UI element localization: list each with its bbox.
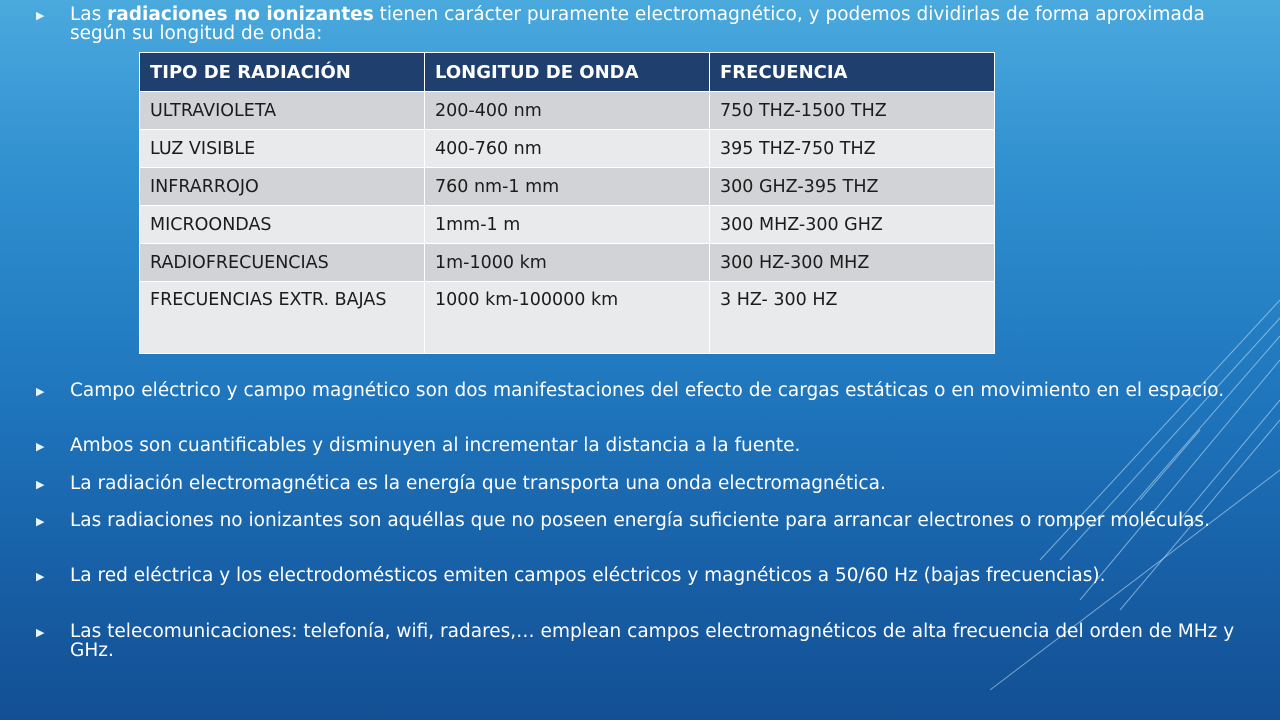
cell-tipo: LUZ VISIBLE: [140, 130, 425, 168]
table-row: [140, 244, 995, 282]
triangle-right-icon: ▶: [36, 9, 45, 22]
header-tipo: TIPO DE RADIACIÓN: [140, 53, 425, 92]
bullet-item: [36, 381, 1251, 401]
cell-longitud: 1mm-1 m: [425, 206, 710, 244]
bullet-item: [36, 436, 1251, 456]
cell-tipo: ULTRAVIOLETA: [140, 92, 425, 130]
cell-frecuencia: 3 HZ- 300 HZ: [710, 282, 995, 354]
cell-longitud: 760 nm-1 mm: [425, 168, 710, 206]
triangle-right-icon: ▶: [36, 515, 45, 528]
triangle-right-icon: ▶: [36, 385, 45, 398]
cell-frecuencia: 300 HZ-300 MHZ: [710, 244, 995, 282]
triangle-right-icon: ▶: [36, 626, 45, 639]
cell-frecuencia: 750 THZ-1500 THZ: [710, 92, 995, 130]
bullet-text: Campo eléctrico y campo magnético son dos manifestaciones del efecto de cargas estáticas o en movimiento en el espacio.: [70, 380, 1225, 401]
cell-tipo: MICROONDAS: [140, 206, 425, 244]
cell-longitud: 400-760 nm: [425, 130, 710, 168]
cell-longitud: 1000 km-100000 km: [425, 282, 710, 354]
table-header-row: [140, 53, 995, 92]
triangle-right-icon: ▶: [36, 478, 45, 491]
bullet-item: [36, 474, 1251, 494]
bullet-item: [36, 566, 1251, 586]
bullet-text: Las radiaciones no ionizantes son aquéllas que no poseen energía suficiente para arrancar electrones o romper moléculas.: [70, 510, 1210, 531]
triangle-right-icon: ▶: [36, 570, 45, 583]
radiation-table: [139, 52, 995, 354]
table-row: [140, 130, 995, 168]
cell-longitud: 200-400 nm: [425, 92, 710, 130]
bullet-text: La red eléctrica y los electrodomésticos emiten campos eléctricos y magnéticos a 50/60 Hz (bajas frecuencias).: [70, 565, 1106, 586]
intro-bullet: [36, 5, 1251, 43]
bullet-item: [36, 511, 1251, 531]
intro-text: [70, 5, 1251, 43]
triangle-right-icon: ▶: [36, 440, 45, 453]
intro-bold: radiaciones no ionizantes: [107, 4, 374, 25]
radiation-table-container: [139, 52, 994, 354]
intro-prefix: Las: [70, 4, 108, 25]
cell-tipo: FRECUENCIAS EXTR. BAJAS: [140, 282, 425, 354]
bullet-text: La radiación electromagnética es la energía que transporta una onda electromagnética.: [70, 473, 886, 494]
bullet-text: Las telecomunicaciones: telefonía, wifi, radares,… emplean campos electromagnéticos de alta frecuencia del orden de MHz y GHz.: [70, 621, 1235, 661]
cell-frecuencia: 300 MHZ-300 GHZ: [710, 206, 995, 244]
intro-suffix: tienen carácter puramente electromagnético, y podemos dividirlas de forma aproximada según su longitud de onda:: [70, 4, 1205, 44]
bullet-text: Ambos son cuantificables y disminuyen al incrementar la distancia a la fuente.: [70, 435, 801, 456]
cell-frecuencia: 300 GHZ-395 THZ: [710, 168, 995, 206]
bullet-item: [36, 622, 1251, 660]
table-row: [140, 282, 995, 354]
table-row: [140, 168, 995, 206]
cell-tipo: RADIOFRECUENCIAS: [140, 244, 425, 282]
table-row: [140, 206, 995, 244]
cell-longitud: 1m-1000 km: [425, 244, 710, 282]
cell-frecuencia: 395 THZ-750 THZ: [710, 130, 995, 168]
header-frecuencia: FRECUENCIA: [710, 53, 995, 92]
header-longitud: LONGITUD DE ONDA: [425, 53, 710, 92]
cell-tipo: INFRARROJO: [140, 168, 425, 206]
table-row: [140, 92, 995, 130]
